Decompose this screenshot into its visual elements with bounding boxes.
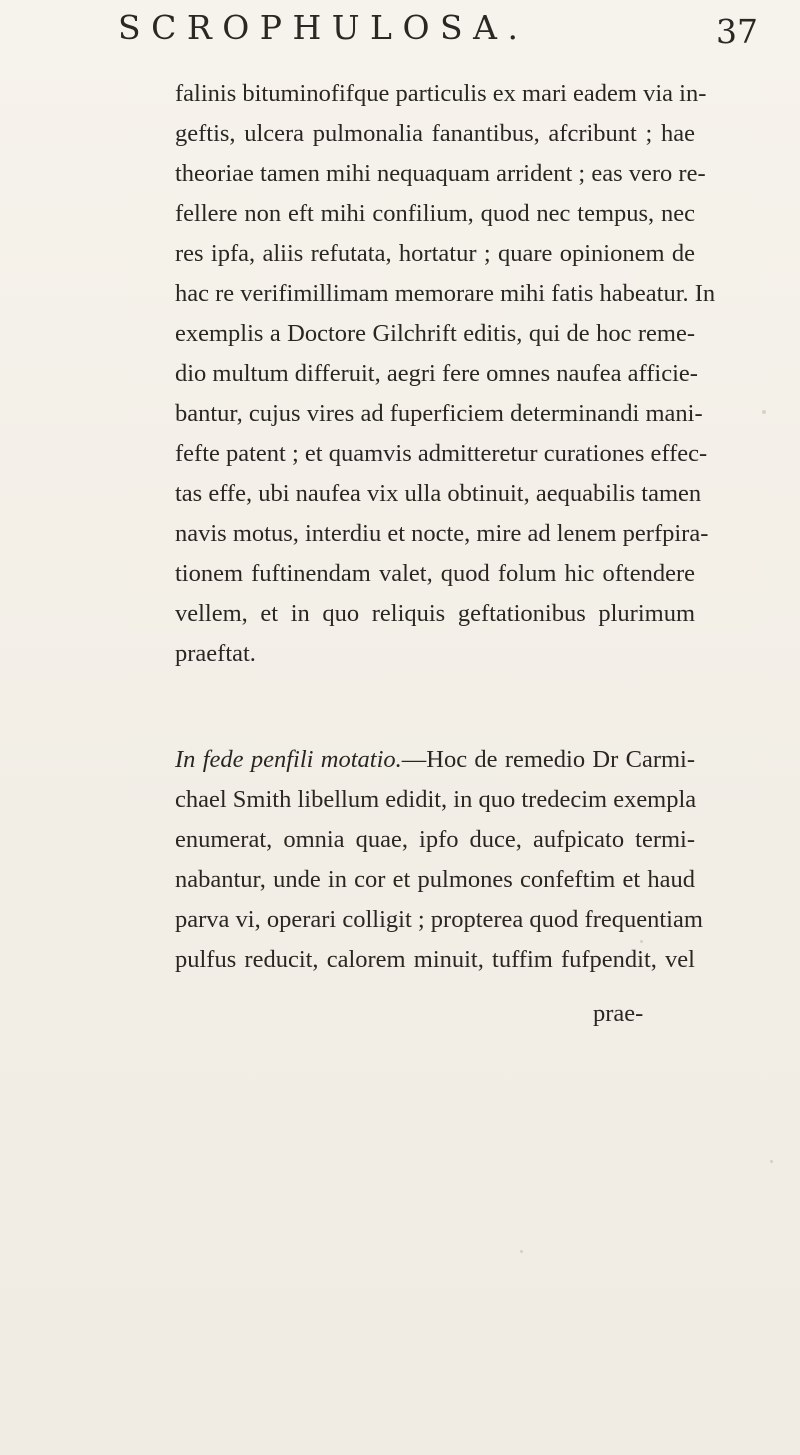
text-line: praeftat. [175, 640, 256, 667]
text-run: —Hoc de remedio Dr Carmi- [401, 746, 695, 773]
text-line: falinis bituminofifque particulis ex mari eadem via in- [175, 80, 707, 107]
text-line: tionem fuftinendam valet, quod folum hic oftendere [175, 560, 695, 587]
text-line: theoriae tamen mihi nequaquam arrident ; eas vero re- [175, 160, 706, 187]
text-line: pulfus reducit, calorem minuit, tuffim fufpendit, vel [175, 946, 695, 973]
text-line: enumerat, omnia quae, ipfo duce, aufpicato termi- [175, 826, 695, 853]
page-number: 37 [716, 12, 758, 51]
paper-speck [640, 940, 643, 943]
text-line: navis motus, interdiu et nocte, mire ad lenem perfpira- [175, 520, 709, 547]
section-heading: In fede penfili motatio. [175, 746, 402, 773]
catchword: prae- [593, 1000, 644, 1027]
page-header [0, 8, 800, 58]
text-line: vellem, et in quo reliquis geftationibus plurimum [175, 600, 695, 627]
text-line: hac re verifimillimam memorare mihi fatis habeatur. In [175, 280, 716, 307]
text-line: nabantur, unde in cor et pulmones confeftim et haud [175, 866, 695, 893]
paper-speck [520, 1250, 523, 1253]
text-line: geftis, ulcera pulmonalia fanantibus, afcribunt ; hae [175, 120, 695, 147]
paragraph-heading-line [175, 740, 695, 780]
text-line: tas effe, ubi naufea vix ulla obtinuit, aequabilis tamen [175, 480, 702, 507]
paper-speck [770, 1160, 773, 1163]
paper-speck [762, 410, 766, 414]
text-line: fellere non eft mihi confilium, quod nec tempus, nec [175, 200, 695, 227]
text-line: res ipfa, aliis refutata, hortatur ; quare opinionem de [175, 240, 695, 267]
text-line: exemplis a Doctore Gilchrift editis, qui de hoc reme- [175, 320, 695, 347]
text-line: chael Smith libellum edidit, in quo tredecim exempla [175, 786, 697, 813]
text-line: fefte patent ; et quamvis admitteretur curationes effec- [175, 440, 708, 467]
text-line: parva vi, operari colligit ; propterea quod frequentiam [175, 906, 703, 933]
text-line: dio multum differuit, aegri fere omnes naufea afficie- [175, 360, 698, 387]
text-line: bantur, cujus vires ad fuperficiem determinandi mani- [175, 400, 703, 427]
running-head: SCROPHULOSA. [118, 8, 529, 47]
